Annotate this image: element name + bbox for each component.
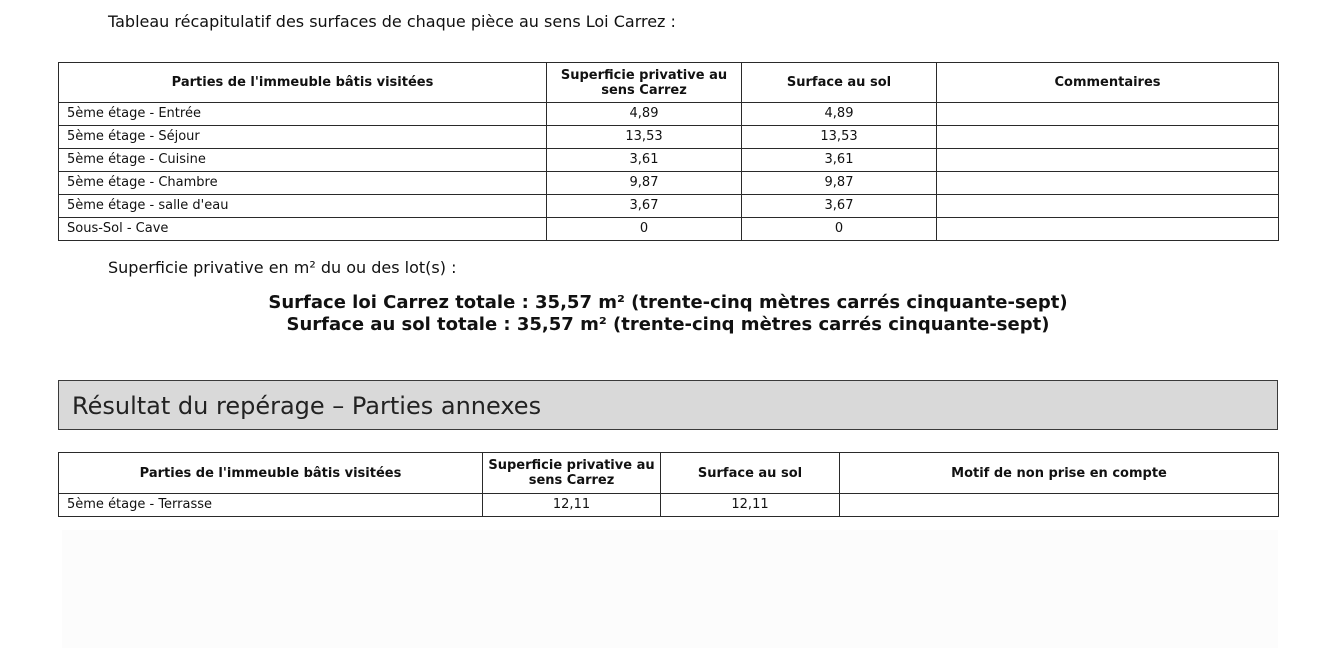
column-header-parts: Parties de l'immeuble bâtis visitées [59,63,547,103]
carrez-area-cell: 13,53 [547,126,742,149]
page-lower-area [62,530,1278,648]
table-row [59,195,1279,218]
floor-area-cell: 3,61 [742,149,937,172]
private-area-label: Superficie privative en m² du ou des lot(s) : [108,258,457,277]
column-header-carrez-area: Superficie privative au sens Carrez [547,63,742,103]
floor-total-text: Surface au sol totale : 35,57 m² (trente-cinq mètres carrés cinquante-sept) [286,314,1050,335]
room-name-cell: 5ème étage - Entrée [59,103,547,126]
table-header-row [59,453,1279,494]
room-name-cell: 5ème étage - Cuisine [59,149,547,172]
annex-surface-table [58,452,1279,517]
column-header-floor-area: Surface au sol [742,63,937,103]
comment-cell [937,218,1279,241]
column-header-parts: Parties de l'immeuble bâtis visitées [59,453,483,494]
comment-cell [937,172,1279,195]
carrez-total-text: Surface loi Carrez totale : 35,57 m² (trente-cinq mètres carrés cinquante-sept) [268,292,1068,313]
carrez-area-cell: 12,11 [483,494,661,517]
table-row [59,218,1279,241]
floor-area-cell: 12,11 [661,494,840,517]
annex-section-title: Résultat du repérage – Parties annexes [72,392,542,420]
table-row [59,172,1279,195]
table-row [59,103,1279,126]
carrez-area-cell: 9,87 [547,172,742,195]
room-name-cell: 5ème étage - Terrasse [59,494,483,517]
carrez-area-cell: 3,67 [547,195,742,218]
table-row [59,149,1279,172]
carrez-surface-table [58,62,1279,241]
room-name-cell: 5ème étage - salle d'eau [59,195,547,218]
floor-area-cell: 13,53 [742,126,937,149]
room-name-cell: 5ème étage - Séjour [59,126,547,149]
column-header-carrez-area: Superficie privative au sens Carrez [483,453,661,494]
comment-cell [937,149,1279,172]
column-header-comments: Commentaires [937,63,1279,103]
totals-block [58,292,1278,336]
carrez-area-cell: 3,61 [547,149,742,172]
floor-area-cell: 4,89 [742,103,937,126]
carrez-area-cell: 0 [547,218,742,241]
floor-area-cell: 9,87 [742,172,937,195]
comment-cell [937,103,1279,126]
comment-cell [937,126,1279,149]
annex-section-banner [58,380,1278,430]
carrez-area-cell: 4,89 [547,103,742,126]
table-row [59,494,1279,517]
table-row [59,126,1279,149]
exclusion-reason-cell [840,494,1279,517]
room-name-cell: 5ème étage - Chambre [59,172,547,195]
table-header-row [59,63,1279,103]
floor-area-cell: 3,67 [742,195,937,218]
comment-cell [937,195,1279,218]
column-header-floor-area: Surface au sol [661,453,840,494]
floor-area-cell: 0 [742,218,937,241]
table-intro-text: Tableau récapitulatif des surfaces de chaque pièce au sens Loi Carrez : [108,12,676,31]
room-name-cell: Sous-Sol - Cave [59,218,547,241]
column-header-exclusion-reason: Motif de non prise en compte [840,453,1279,494]
